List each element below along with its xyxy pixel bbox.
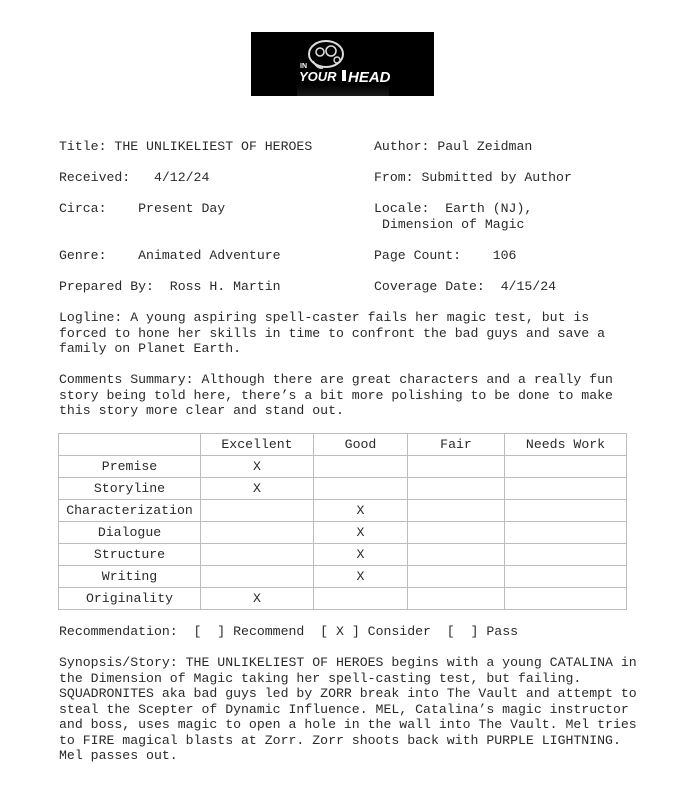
author-label: Author: [374,139,430,154]
circa-field [59,201,225,217]
row-label: Premise [59,456,201,478]
mark-cell [505,544,627,566]
table-row [59,500,627,522]
row-label: Storyline [59,478,201,500]
rating-grid-header [59,434,627,456]
table-row [59,566,627,588]
mark-cell: X [201,456,314,478]
title-value: THE UNLIKELIEST OF HEROES [114,139,313,154]
mark-cell [505,522,627,544]
coverage-date-field [374,279,556,295]
header-excellent: Excellent [201,434,314,456]
mark-cell [505,500,627,522]
recommendation-line [59,624,518,640]
table-row [59,522,627,544]
locale-value-line1: Earth (NJ), [445,201,533,216]
mark-cell: X [314,500,408,522]
page-count-field [374,248,516,264]
mark-cell: X [314,566,408,588]
genre-label: Genre: [59,248,107,263]
header-good: Good [314,434,408,456]
row-label: Originality [59,588,201,610]
rating-grid [58,433,627,610]
consider-option: [ X ] Consider [320,624,431,639]
coverage-date-label: Coverage Date: [374,279,485,294]
received-value: 4/12/24 [153,170,210,185]
received-field [59,170,209,186]
table-row [59,456,627,478]
header-blank [59,434,201,456]
author-value: Paul Zeidman [437,139,533,154]
locale-field [374,201,532,217]
page-count-value: 106 [492,248,517,263]
locale-label: Locale: [374,201,430,216]
logo-text-head: HEAD [348,69,391,86]
mark-cell [314,456,408,478]
table-row [59,478,627,500]
prepared-by-label: Prepared By: [59,279,154,294]
title-label: Title: [59,139,107,154]
mark-cell [408,500,505,522]
mark-cell: X [314,522,408,544]
comments-summary: Comments Summary: Although there are great characters and a really fun story being told here, there’s a bit more polishing to be done to make this story more clear and stand out. [59,372,613,418]
mark-cell [505,456,627,478]
logline: Logline: A young aspiring spell-caster fails her magic test, but is forced to hone her skills in time to confront the bad guys and save a family on Planet Earth. [59,310,606,356]
logo-text-in: IN [300,63,307,70]
locale-value-line2: Dimension of Magic [382,217,525,232]
genre-field [59,248,281,264]
mark-cell [505,478,627,500]
mark-cell [201,522,314,544]
genre-value: Animated Adventure [138,248,281,263]
mark-cell [314,478,408,500]
coverage-date-value: 4/15/24 [500,279,557,294]
mark-cell [408,544,505,566]
title-field [59,139,312,155]
mark-cell: X [201,588,314,610]
table-row [59,544,627,566]
mark-cell [408,456,505,478]
mark-cell [201,544,314,566]
logo-text-your: YOUR [299,69,337,84]
recommendation-label: Recommendation: [59,624,178,639]
from-label: From: [374,170,414,185]
table-row [59,588,627,610]
head-icon [309,41,343,68]
circa-label: Circa: [59,201,107,216]
mark-cell [201,566,314,588]
recommend-option: [ ] Recommend [193,624,305,639]
mark-cell [408,588,505,610]
circa-value: Present Day [138,201,226,216]
synopsis: Synopsis/Story: THE UNLIKELIEST OF HEROES begins with a young CATALINA in the Dimension of Magic taking her spell-casting test, but failing. SQUADRONITES aka bad guys led by ZORR break into The Vault and attempt to steal the Scepter of Dynamic Influence. MEL, Catalina’s magic instructor and boss, uses magic to open a hole in the wall into The Vault. Mel tries to FIRE magical blasts at Zorr. Zorr shoots back with PURPLE LIGHTNING. Mel passes out. [59,655,637,763]
mark-cell [505,588,627,610]
mark-cell: X [201,478,314,500]
mark-cell [408,522,505,544]
from-value: Submitted by Author [421,170,572,185]
header-needs-work: Needs Work [505,434,627,456]
from-field [374,170,572,186]
author-field [374,139,532,155]
prepared-by-value: Ross H. Martin [169,279,281,294]
mark-cell [505,566,627,588]
received-label: Received: [59,170,131,185]
mark-cell [408,566,505,588]
mark-cell [408,478,505,500]
mark-cell [201,500,314,522]
row-label: Structure [59,544,201,566]
pass-option: [ ] Pass [446,624,519,639]
mark-cell: X [314,544,408,566]
row-label: Writing [59,566,201,588]
prepared-by-field [59,279,281,295]
page-count-label: Page Count: [374,248,462,263]
row-label: Dialogue [59,522,201,544]
row-label: Characterization [59,500,201,522]
mark-cell [314,588,408,610]
header-fair: Fair [408,434,505,456]
in-your-head-logo [251,32,434,96]
